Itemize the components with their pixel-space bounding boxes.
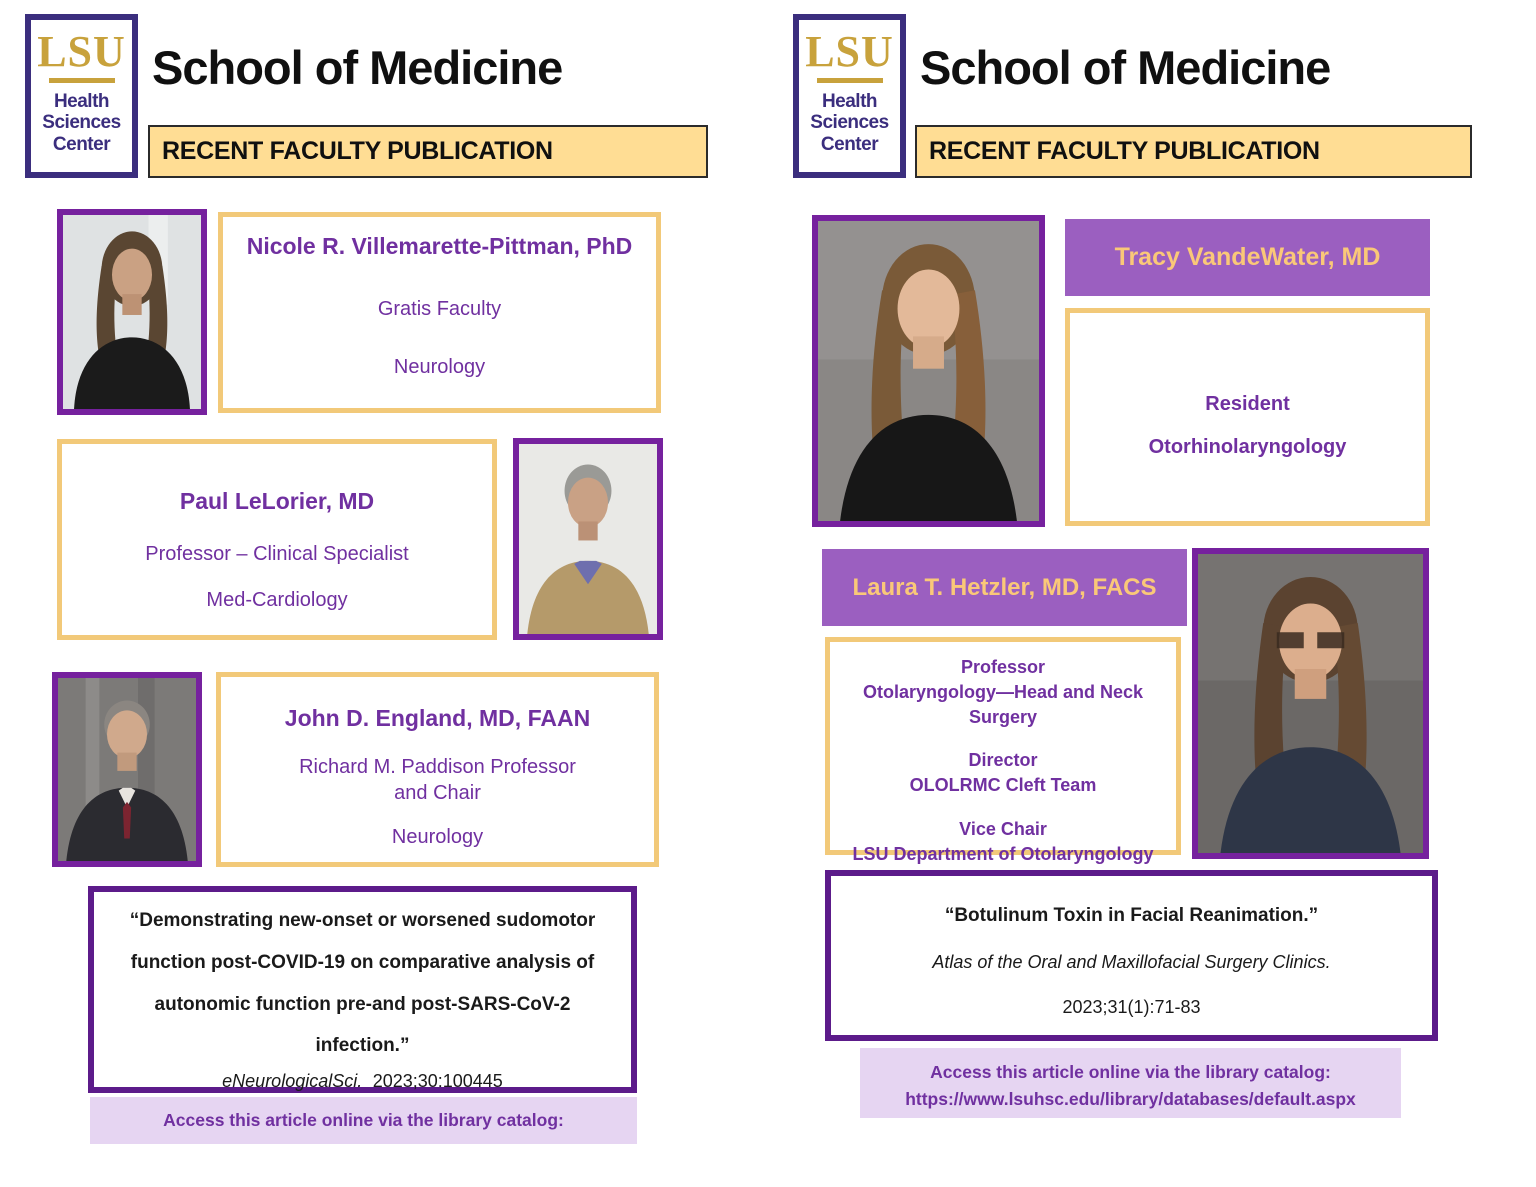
faculty-role: Gratis Faculty <box>377 298 502 321</box>
faculty-name-banner: Laura T. Hetzler, MD, FACS <box>822 549 1187 626</box>
faculty-photo-hetzler <box>1192 548 1429 859</box>
lsu-logo <box>793 14 906 178</box>
faculty-photo-villemarette-pittman <box>57 209 207 415</box>
faculty-card-villemarette-pittman <box>218 212 661 413</box>
lsu-logo-line: Center <box>820 133 879 155</box>
publication-ref: 2023;31(1):71-83 <box>1062 996 1201 1017</box>
recent-publication-banner: RECENT FACULTY PUBLICATION <box>148 125 708 178</box>
page-title: School of Medicine <box>920 41 1331 94</box>
portrait-silhouette <box>818 221 1039 521</box>
faculty-role: Director <box>968 750 1038 771</box>
faculty-role-group <box>830 748 1176 798</box>
faculty-role: Professor – Clinical Specialist <box>145 543 409 566</box>
publication-journal: Atlas of the Oral and Maxillofacial Surgery Clinics. <box>932 951 1331 972</box>
publication-journal: eNeurologicalSci. <box>222 1071 363 1092</box>
portrait-silhouette <box>63 215 201 409</box>
lsu-logo-line: Health <box>53 91 110 112</box>
faculty-photo-england <box>52 672 202 867</box>
faculty-role: Vice Chair <box>959 819 1047 840</box>
page-title: School of Medicine <box>152 41 563 94</box>
library-access-url[interactable]: https://www.lsuhsc.edu/library/databases/default.aspx <box>905 1089 1356 1110</box>
lsu-logo-underline <box>49 78 115 83</box>
faculty-department: Neurology <box>391 826 484 849</box>
faculty-name: Paul LeLorier, MD <box>179 488 375 514</box>
faculty-department: Neurology <box>393 356 486 379</box>
faculty-role: Otolaryngology—Head and Neck Surgery <box>862 681 1144 727</box>
lsu-logo-line: Sciences <box>42 112 121 134</box>
portrait-silhouette <box>519 444 657 634</box>
lsu-logo-acronym: LSU <box>805 27 894 76</box>
faculty-role-group <box>830 655 1176 729</box>
lsu-logo <box>25 14 138 178</box>
publication-title: “Demonstrating new-onset or worsened sudomotor function post-COVID-19 on comparative analysis of autonomic function pre-and post-SARS-CoV-2 infection.” <box>129 910 596 1057</box>
faculty-role: Resident <box>1205 393 1290 415</box>
faculty-card-vandewater <box>1065 308 1430 526</box>
library-access-strip: Access this article online via the library catalog: <box>90 1097 637 1144</box>
lsu-logo-line: Sciences <box>810 112 889 134</box>
faculty-name-banner: Tracy VandeWater, MD <box>1065 219 1430 296</box>
faculty-name: Nicole R. Villemarette-Pittman, PhD <box>246 233 633 259</box>
faculty-card-england <box>216 672 659 867</box>
faculty-photo-vandewater <box>812 215 1045 527</box>
lsu-logo-line: Health <box>821 91 878 112</box>
portrait-silhouette <box>1198 554 1423 853</box>
recent-publication-banner: RECENT FACULTY PUBLICATION <box>915 125 1472 178</box>
faculty-department: Otorhinolaryngology <box>1148 436 1347 458</box>
publication-citation <box>94 1071 631 1092</box>
faculty-role: OLOLRMC Cleft Team <box>909 775 1097 796</box>
publication-title: “Botulinum Toxin in Facial Reanimation.” <box>944 905 1319 926</box>
portrait-silhouette <box>58 678 196 861</box>
lsu-logo-underline <box>817 78 883 83</box>
publication-ref: 2023;30:100445 <box>372 1071 503 1092</box>
faculty-card-hetzler <box>825 637 1181 864</box>
faculty-role: Professor <box>960 657 1046 677</box>
publication-box <box>88 886 637 1093</box>
faculty-department: Med-Cardiology <box>206 589 348 612</box>
faculty-role-group <box>830 817 1176 867</box>
library-access-label: Access this article online via the library catalog: <box>930 1062 1331 1082</box>
faculty-card-lelorier <box>57 439 497 640</box>
faculty-role: LSU Department of Otolaryngology <box>852 843 1154 864</box>
faculty-role: Richard M. Paddison Professor and Chair <box>299 756 576 805</box>
faculty-name: John D. England, MD, FAAN <box>284 705 591 731</box>
faculty-photo-lelorier <box>513 438 663 640</box>
lsu-logo-line: Center <box>52 133 111 155</box>
lsu-logo-acronym: LSU <box>37 27 126 76</box>
library-access-strip <box>860 1048 1401 1118</box>
publication-box <box>825 870 1438 1041</box>
